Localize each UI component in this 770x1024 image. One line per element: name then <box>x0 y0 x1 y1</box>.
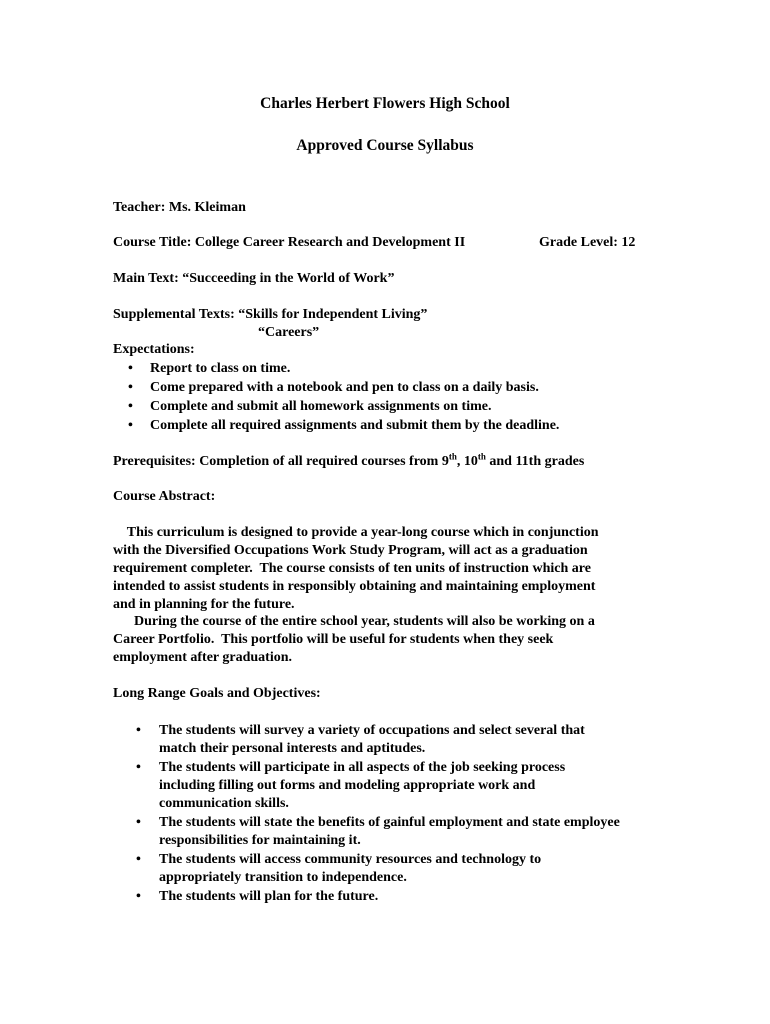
supplemental-texts-line-2: “Careers” <box>258 325 320 340</box>
bullet-icon: • <box>136 723 141 738</box>
list-item-text: The students will access community resources and technology to <box>159 852 542 867</box>
grade-level: Grade Level: 12 <box>539 235 636 250</box>
course-abstract-heading: Course Abstract: <box>113 489 216 504</box>
list-item-text: communication skills. <box>159 796 289 811</box>
abstract-line: During the course of the entire school year, students will also be working on a <box>113 614 595 629</box>
list-item-text: match their personal interests and aptitudes. <box>159 741 426 756</box>
list-item-text: responsibilities for maintaining it. <box>159 833 361 848</box>
prerequisites-line: Prerequisites: Completion of all required courses from 9th, 10th and 11th grades <box>113 451 585 469</box>
list-item-text: The students will participate in all aspects of the job seeking process <box>159 760 566 775</box>
supplemental-texts-line: Supplemental Texts: “Skills for Independent Living” <box>113 307 428 322</box>
bullet-icon: • <box>136 760 141 775</box>
abstract-line: employment after graduation. <box>113 650 292 665</box>
bullet-icon: • <box>128 399 133 414</box>
abstract-line: and in planning for the future. <box>113 597 295 612</box>
abstract-line: with the Diversified Occupations Work Study Program, will act as a graduation <box>113 543 588 558</box>
abstract-line: intended to assist students in responsibly obtaining and maintaining employment <box>113 579 596 594</box>
document-title: Approved Course Syllabus <box>296 137 474 154</box>
bullet-icon: • <box>136 852 141 867</box>
bullet-icon: • <box>128 418 133 433</box>
list-item-text: Report to class on time. <box>150 361 291 376</box>
list-item-text: Come prepared with a notebook and pen to class on a daily basis. <box>150 380 539 395</box>
list-item-text: The students will plan for the future. <box>159 889 379 904</box>
school-name: Charles Herbert Flowers High School <box>260 95 510 112</box>
expectations-heading: Expectations: <box>113 342 195 357</box>
bullet-icon: • <box>136 815 141 830</box>
list-item-text: The students will state the benefits of gainful employment and state employee <box>159 815 620 830</box>
goals-heading: Long Range Goals and Objectives: <box>113 686 321 701</box>
list-item-text: Complete and submit all homework assignments on time. <box>150 399 492 414</box>
list-item-text: The students will survey a variety of occupations and select several that <box>159 723 585 738</box>
abstract-line: Career Portfolio. This portfolio will be useful for students when they seek <box>113 632 554 647</box>
bullet-icon: • <box>128 380 133 395</box>
list-item-text: Complete all required assignments and submit them by the deadline. <box>150 418 560 433</box>
bullet-icon: • <box>128 361 133 376</box>
course-title-line: Course Title: College Career Research and Development II <box>113 235 466 250</box>
main-text-line: Main Text: “Succeeding in the World of Work” <box>113 271 395 286</box>
abstract-line: requirement completer. The course consists of ten units of instruction which are <box>113 561 591 576</box>
bullet-icon: • <box>136 889 141 904</box>
abstract-line: This curriculum is designed to provide a year-long course which in conjunction <box>113 525 599 540</box>
teacher-line: Teacher: Ms. Kleiman <box>113 200 246 215</box>
list-item-text: including filling out forms and modeling appropriate work and <box>159 778 536 793</box>
list-item-text: appropriately transition to independence. <box>159 870 407 885</box>
